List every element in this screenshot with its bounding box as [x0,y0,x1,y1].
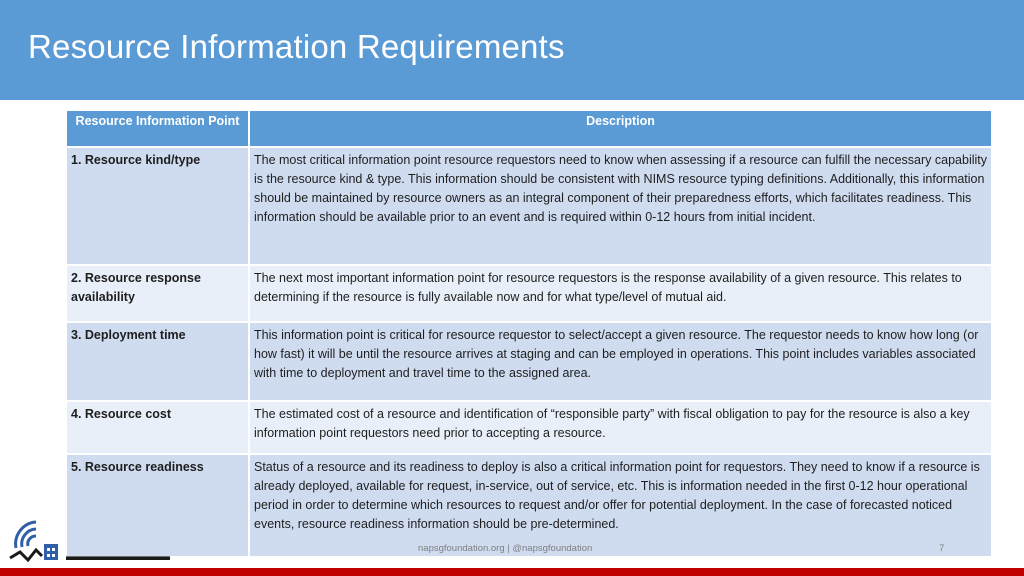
row-description: The next most important information point for resource requestors is the response availability of a given resource. This relates to determining if the resource is fully available now and for what type/level of mutual aid. [249,265,992,322]
table-row [66,401,992,454]
table-header-row [66,110,992,147]
row-point: 2. Resource response availability [66,265,249,322]
column-header-description: Description [249,110,992,147]
row-point: 5. Resource readiness [66,454,249,557]
napsg-logo-icon [6,514,62,566]
slide-title: Resource Information Requirements [28,28,565,65]
table-row [66,454,992,557]
row-description: The most critical information point resource requestors need to know when assessing if a resource can fulfill the necessary capability is the resource kind & type. This information should be consistent with NIMS resource typing definitions. Additionally, this information should be maintained by resource owners as an integral component of their preparedness efforts, which facilitates readiness. This information should be available prior to an event and is required within 0-12 hours from initial incident. [249,147,992,265]
table-row [66,147,992,265]
table-row [66,322,992,401]
bottom-accent-bar [0,568,1024,576]
row-description: This information point is critical for resource requestor to select/accept a given resource. The requestor needs to know how long (or how fast) it will be until the resource arrives at staging and can be employed in operations. This point includes variables associated with time to deployment and travel time to the assigned area. [249,322,992,401]
column-header-point: Resource Information Point [66,110,249,147]
row-description: The estimated cost of a resource and identification of “responsible party” with fiscal obligation to pay for the resource is also a key information point requestors need prior to accepting a resource. [249,401,992,454]
requirements-table [65,109,993,558]
table-row [66,265,992,322]
row-point: 4. Resource cost [66,401,249,454]
title-bar [0,0,1024,100]
footer-text: napsgfoundation.org | @napsgfoundation [418,543,593,554]
row-point: 3. Deployment time [66,322,249,401]
row-description: Status of a resource and its readiness to deploy is also a critical information point for requestors. They need to know if a resource is already deployed, available for request, in-service, out of service, etc. This is information needed in the first 0-12 hour operational period in order to determine which resources to request and/or offer for potential deployment. In the case of forecasted noticed events, resource readiness information should be pre-determined. [249,454,992,557]
page-number: 7 [939,543,945,554]
row-point: 1. Resource kind/type [66,147,249,265]
